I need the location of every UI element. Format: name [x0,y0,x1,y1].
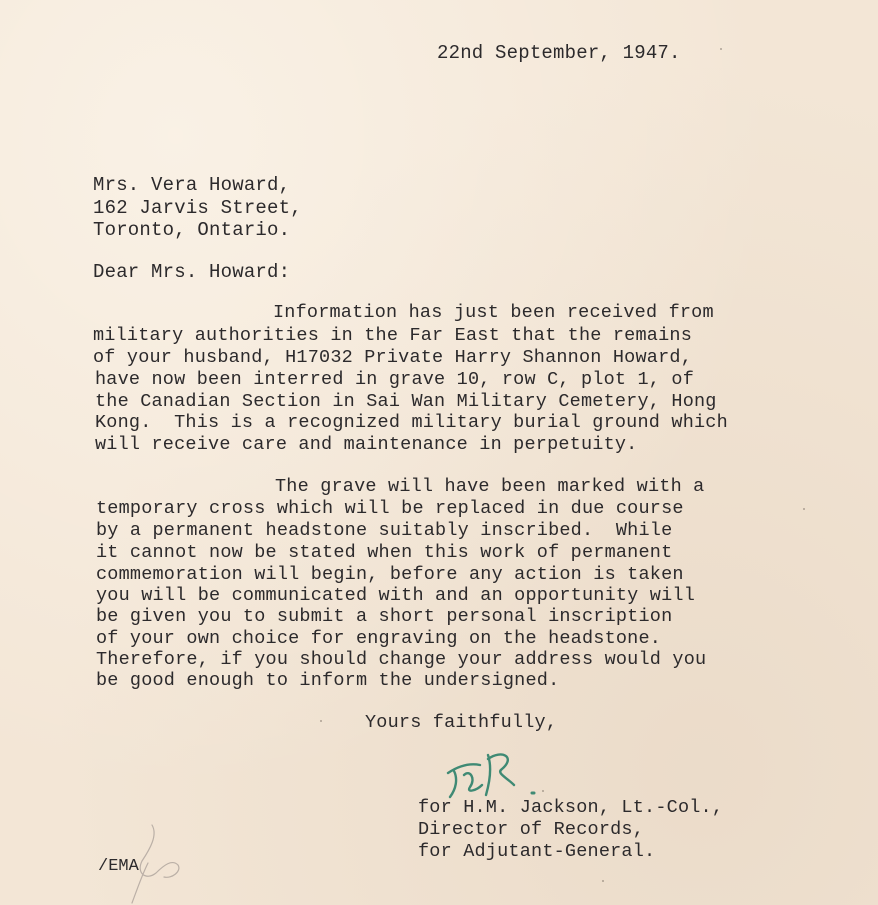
signature-line: for Adjutant-General. [418,841,656,862]
handwritten-signature-mark [440,745,550,805]
recipient-name: Mrs. Vera Howard, [93,174,291,196]
paragraph-1-line: Information has just been received from [273,302,714,323]
paper-speck [803,508,805,510]
paragraph-2-line: it cannot now be stated when this work of permanent [96,542,673,563]
typist-initials: /EMA [98,857,139,876]
paragraph-2-line: you will be communicated with and an opportunity will [96,585,695,606]
salutation: Dear Mrs. Howard: [93,261,291,283]
signature-line: Director of Records, [418,819,645,840]
paragraph-2-line: The grave will have been marked with a [275,476,705,497]
paragraph-1-line: will receive care and maintenance in perpetuity. [95,434,638,455]
recipient-city: Toronto, Ontario. [93,219,291,241]
paper-speck [720,48,722,50]
signature-stroke [448,754,514,797]
paper-speck [320,720,322,722]
letter-date: 22nd September, 1947. [437,42,681,64]
paragraph-1-line: the Canadian Section in Sai Wan Military Cemetery, Hong [95,391,717,412]
paragraph-2-line: be given you to submit a short personal inscription [96,606,673,627]
paragraph-2-line: commemoration will begin, before any action is taken [96,564,684,585]
signature-line: for H.M. Jackson, Lt.-Col., [418,797,724,818]
paragraph-1-line: military authorities in the Far East that the remains [93,325,692,346]
paragraph-2-line: temporary cross which will be replaced in due course [96,498,684,519]
paper-speck [542,790,544,792]
paragraph-1-line: have now been interred in grave 10, row C, plot 1, of [95,369,694,390]
closing: Yours faithfully, [365,712,558,733]
paragraph-1-line: of your husband, H17032 Private Harry Shannon Howard, [93,347,692,368]
pencil-scribble [112,815,192,905]
paragraph-1-line: Kong. This is a recognized military burial ground which [95,412,728,433]
recipient-street: 162 Jarvis Street, [93,197,302,219]
paragraph-2-line: be good enough to inform the undersigned. [96,670,560,691]
paragraph-2-line: Therefore, if you should change your address would you [96,649,707,670]
paper-speck [602,880,604,882]
paragraph-2-line: by a permanent headstone suitably inscribed. While [96,520,673,541]
scribble-stroke [132,825,179,903]
paragraph-2-line: of your own choice for engraving on the headstone. [96,628,662,649]
